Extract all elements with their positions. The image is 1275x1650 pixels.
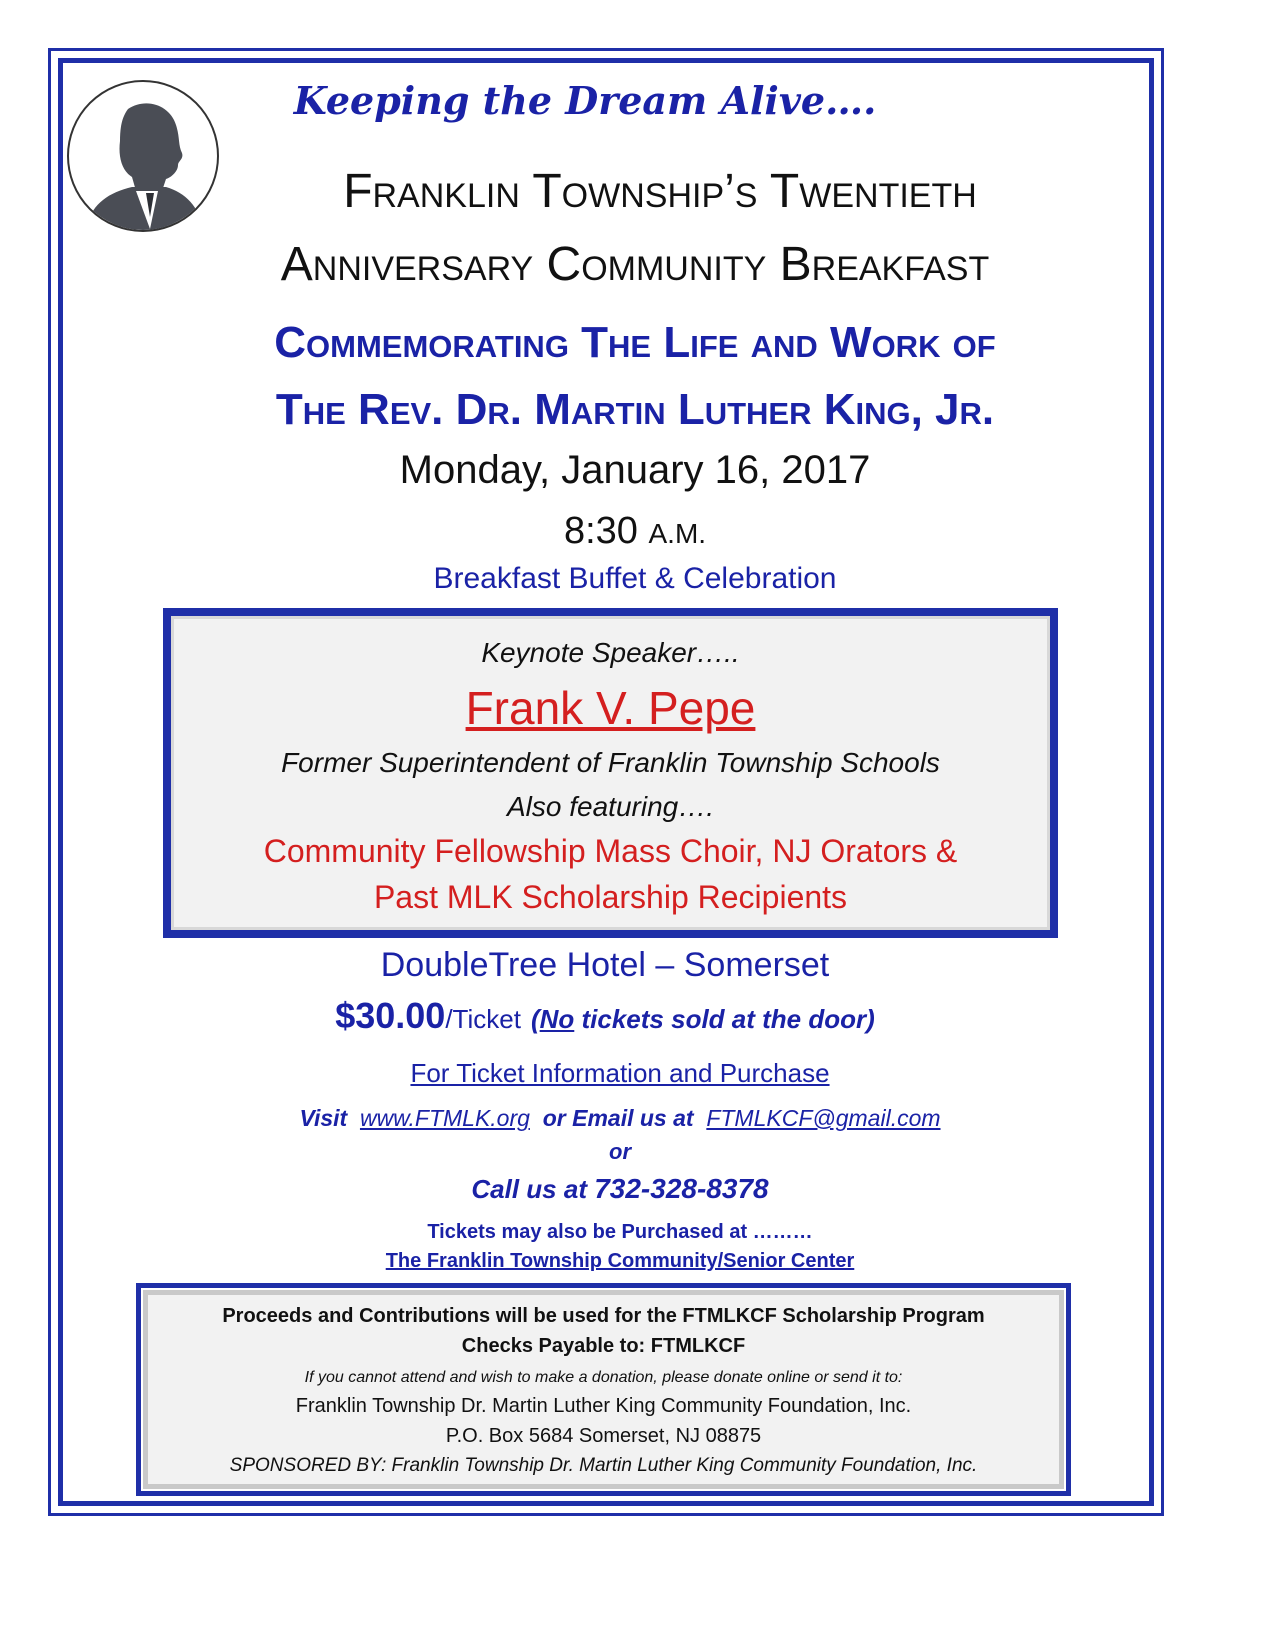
website-link[interactable]: www.FTMLK.org: [359, 1105, 530, 1131]
price-value: $30.00: [335, 995, 446, 1036]
phone-number[interactable]: 732-328-8378: [594, 1173, 769, 1204]
keynote-panel: [163, 608, 1058, 938]
also-purchase-label: Tickets may also be Purchased at ………: [427, 1221, 813, 1243]
call-label: Call us at: [471, 1174, 587, 1204]
footer-panel: [136, 1283, 1071, 1496]
proceeds-text: Proceeds and Contributions will be used for the FTMLKCF Scholarship Program: [222, 1305, 985, 1327]
email-label: or Email us at: [542, 1105, 694, 1131]
footer-panel-inner: [143, 1290, 1064, 1489]
donate-note: If you cannot attend and wish to make a donation, please donate online or send it to:: [304, 1369, 903, 1386]
also-featuring-label: Also featuring….: [507, 791, 714, 822]
keynote-panel-inner: [171, 616, 1050, 930]
call-line: [150, 1173, 1090, 1205]
event-time-value: 8:30: [563, 510, 638, 552]
sponsored-by: SPONSORED BY: Franklin Township Dr. Martin Luther King Community Foundation, Inc.: [229, 1455, 978, 1476]
title-line-1: Franklin Township’s Twentieth: [343, 165, 977, 218]
door-note: [531, 1004, 875, 1034]
keynote-role: Former Superintendent of Franklin Township Schools: [281, 747, 940, 778]
email-link[interactable]: FTMLKCF@gmail.com: [706, 1105, 941, 1131]
event-date: Monday, January 16, 2017: [399, 448, 871, 492]
checks-payable: Checks Payable to: FTMLKCF: [461, 1335, 746, 1357]
featuring-line-1: Community Fellowship Mass Choir, NJ Orators &: [263, 833, 958, 869]
org-name: Franklin Township Dr. Martin Luther King Community Foundation, Inc.: [295, 1395, 912, 1417]
venue-name: DoubleTree Hotel – Somerset: [380, 946, 830, 984]
visit-label: Visit: [299, 1105, 348, 1131]
title-line-2: Anniversary Community Breakfast: [280, 238, 990, 291]
contact-visit-line: [150, 1105, 1090, 1132]
or-label: or: [609, 1139, 631, 1164]
ticket-info-heading[interactable]: For Ticket Information and Purchase: [410, 1058, 830, 1088]
door-note-open: (: [530, 1004, 540, 1034]
keynote-label: Keynote Speaker…..: [481, 637, 740, 668]
commemorate-line-1: Commemorating The Life and Work of: [274, 318, 996, 367]
purchase-location: The Franklin Township Community/Senior Center: [385, 1250, 855, 1272]
featuring-line-2: Past MLK Scholarship Recipients: [373, 879, 848, 915]
event-time: [150, 510, 1120, 553]
event-format: Breakfast Buffet & Celebration: [433, 562, 837, 595]
ticket-price: [150, 995, 1060, 1037]
keynote-speaker: Frank V. Pepe: [465, 682, 756, 734]
door-note-no: No: [539, 1004, 575, 1034]
commemorate-line-2: The Rev. Dr. Martin Luther King, Jr.: [275, 385, 995, 434]
door-note-rest: tickets sold at the door): [574, 1004, 875, 1034]
event-time-suffix: A.M.: [648, 518, 707, 549]
tagline: Keeping the Dream Alive….: [293, 78, 877, 123]
price-unit: /Ticket: [445, 1004, 521, 1034]
mailing-address: P.O. Box 5684 Somerset, NJ 08875: [445, 1425, 762, 1447]
